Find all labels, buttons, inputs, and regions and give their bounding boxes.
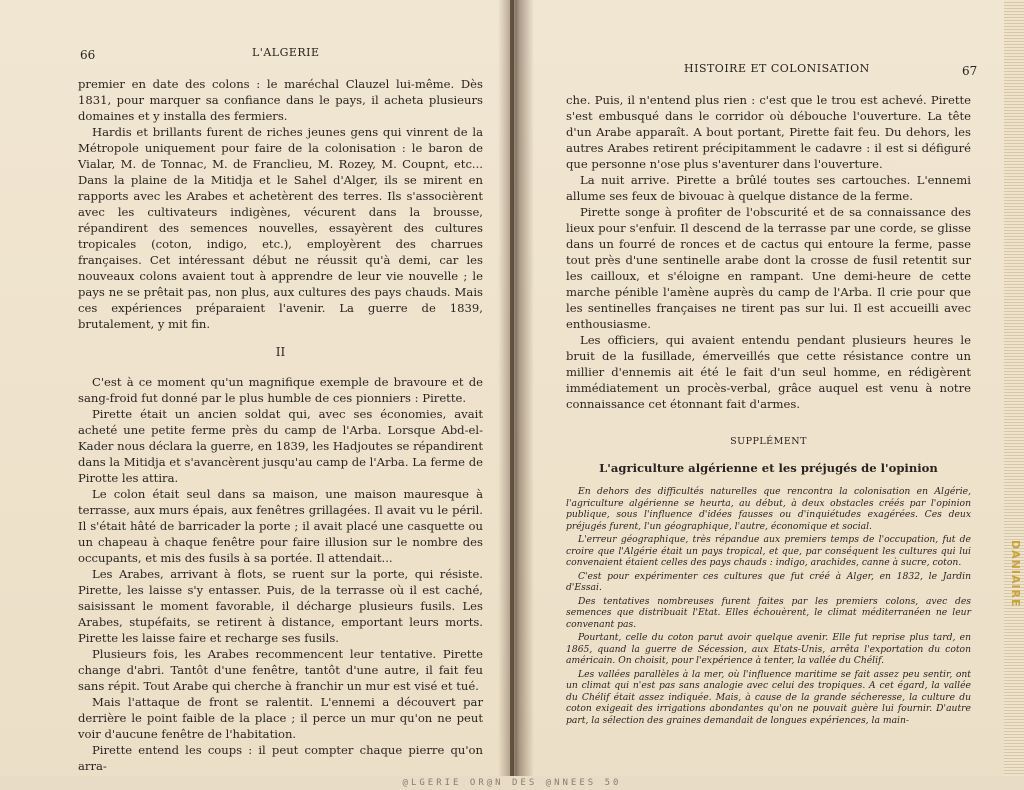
right-page (514, 0, 1006, 776)
paragraph: Pirette songe à profiter de l'obscurité et de sa connaissance des lieux pour s'enfuir. Il descend de la terrasse par une corde, se glisse dans un fourré de ronces et de cactus qui entoure la ferme, passe tout près d'une sentinelle arabe dont la crosse de fusil retentit sur les cailloux, et s'éloigne en rampant. Une demi-heure de cette marche pénible l'amène auprès du camp de l'Arba. Il crie pour que les sentinelles françaises ne tirent pas sur lui. Il est accueilli avec enthousiasme. (566, 205, 971, 331)
book-gutter (498, 0, 534, 776)
right-text-column (566, 92, 971, 728)
supplement-paragraph: En dehors des difficultés naturelles que rencontra la colonisation en Algérie, l'agriculture algérienne se heurta, au début, à deux obstacles créés par l'opinion publique, sous l'influence d'idées fausses ou d'inquiétudes exagérées. Ces deux préjugés furent, l'un géographique, l'autre, économique et social. (566, 486, 971, 532)
supplement-paragraph: Les vallées parallèles à la mer, où l'influence maritime se fait assez peu sentir, ont un climat qui n'est pas sans analogie avec celui des tropiques. A cet égard, la vallée du Chélif était assez indiquée. Mais, à cause de la grande sécheresse, la culture du coton exigeait des irrigations abondantes qu'on ne pouvait guère lui fournir. D'autre part, la sélection des graines demandait de longues expériences, la main- (566, 668, 971, 726)
paragraph: Plusieurs fois, les Arabes recommencent leur tentative. Pirette change d'abri. Tantôt d'une fenêtre, tantôt d'une autre, il fait feu sans répit. Tout Arabe qui cherche à franchir un mur est visé et tué. (78, 647, 483, 693)
paragraph: Hardis et brillants furent de riches jeunes gens qui vinrent de la Métropole uniquement pour faire de la colonisation : le baron de Vialar, M. de Tonnac, M. de Franclieu, M. Rozey, M. Coupnt, etc... Dans la plaine de la Mitidja et le Sahel d'Alger, ils se mirent en rapports avec les Arabes et achetèrent des terres. Ils s'associèrent avec les cultivateurs indigènes, vécurent dans la brousse, répandirent des semences nouvelles, essayèrent des cultures tropicales (coton, indigo, etc.), employèrent des charrues françaises. Cet intéressant début ne réussit qu'à demi, car les nouveaux colons avaient tout à apprendre de leur vie nouvelle ; le pays ne se prêtait pas, non plus, aux cultures des pays chauds. Mais ces expériences préparaient l'avenir. La guerre de 1839, brutalement, y mit fin. (78, 125, 483, 331)
paragraph: che. Puis, il n'entend plus rien : c'est que le trou est achevé. Pirette s'est embusqué dans le corridor où débouche l'ouverture. La tête d'un Arabe apparaît. A bout portant, Pirette fait feu. Du dehors, les autres Arabes retirent précipitamment le cadavre : il est si défiguré que personne n'ose plus s'aventurer dans l'ouverture. (566, 93, 971, 171)
supplement-paragraph: Des tentatives nombreuses furent faites par les premiers colons, avec des semences que distribuait l'Etat. Elles échouèrent, le climat méditerranéen ne leur convenant pas. (566, 595, 971, 630)
page-edges (1004, 0, 1024, 776)
supplement-title: L'agriculture algérienne et les préjugés de l'opinion (599, 461, 938, 475)
paragraph: Mais l'attaque de front se ralentit. L'ennemi a découvert par derrière le point faible de la place ; il perce un mur qu'on ne peut voir d'aucune fenêtre de l'habitation. (78, 695, 483, 741)
paragraph: Pirette était un ancien soldat qui, avec ses économies, avait acheté une petite ferme près du camp de l'Arba. Lorsque Abd-el-Kader nous déclara la guerre, en 1839, les Hadjoutes se répandirent dans la Mitidja et s'avancèrent jusqu'au camp de l'Arba. La ferme de Pirotte les attira. (78, 407, 484, 485)
paragraph: premier en date des colons : le maréchal Clauzel lui-même. Dès 1831, pour marquer sa confiance dans le pays, il acheta plusieurs domaines et y installa des fermiers. (78, 77, 483, 123)
right-page-number: 67 (962, 64, 978, 78)
paragraph: Les officiers, qui avaient entendu pendant plusieurs heures le bruit de la fusillade, émerveillés que cette résistance contre un millier d'ennemis ait été le fait d'un seul homme, en rédigèrent immédiatement un procès-verbal, grâce auquel est venu à notre connaissance cet étonnant fait d'armes. (566, 333, 971, 411)
supplement-paragraph: L'erreur géographique, très répandue aux premiers temps de l'occupation, fut de croire que l'Algérie était un pays tropical, et que, par conséquent les cultures qui lui convenaient étaient celles des pays chauds : indigo, arachides, canne à sucre, coton. (566, 534, 971, 568)
paragraph: C'est à ce moment qu'un magnifique exemple de bravoure et de sang-froid fut donné par le plus humble de ces pionniers : Pirette. (78, 375, 483, 405)
paragraph: Pirette entend les coups : il peut compter chaque pierre qu'on arra- (78, 743, 483, 773)
left-text-column (78, 76, 483, 774)
edge-label: DANIAIRE (1009, 540, 1022, 608)
watermark-footer: @LGERIE OR@N DES @NNEES 50 (0, 776, 1024, 790)
supplement-label: SUPPLÉMENT (730, 436, 807, 447)
paragraph: Le colon était seul dans sa maison, une maison mauresque à terrasse, aux murs épais, aux fenêtres grillagées. Il avait vu le péril. Il s'était hâté de barricader la porte ; il avait placé une casquette ou un chapeau à chaque fenêtre pour faire illusion sur le nombre des occupants, et mis des fusils à sa portée. Il attendait... (78, 487, 483, 565)
supplement-paragraph: Pourtant, celle du coton parut avoir quelque avenir. Elle fut reprise plus tard, en 1865, quand la guerre de Sécession, aux Etats-Unis, arrêta l'exportation du coton américain. On choisit, pour l'expérience à tenter, la vallée du Chélif. (566, 632, 971, 666)
right-running-header: HISTOIRE ET COLONISATION (684, 62, 870, 75)
supplement-paragraph: C'est pour expérimenter ces cultures que fut créé à Alger, en 1832, le Jardin d'Essai. (566, 570, 971, 593)
left-page (0, 0, 510, 776)
left-page-number: 66 (80, 48, 96, 62)
supplement-text (566, 486, 971, 726)
section-number: II (275, 345, 286, 359)
left-running-header: L'ALGERIE (252, 46, 320, 59)
paragraph: Les Arabes, arrivant à flots, se ruent sur la porte, qui résiste. Pirette, les laisse s'y entasser. Puis, de la terrasse où il est caché, saisissant le moment favorable, il décharge plusieurs fusils. Les Arabes, stupéfaits, se retirent à distance, emportant leurs morts. Pirette les laisse faire et recharge ses fusils. (78, 567, 483, 645)
paragraph: La nuit arrive. Pirette a brûlé toutes ses cartouches. L'ennemi allume ses feux de bivouac à quelque distance de la ferme. (566, 173, 971, 203)
